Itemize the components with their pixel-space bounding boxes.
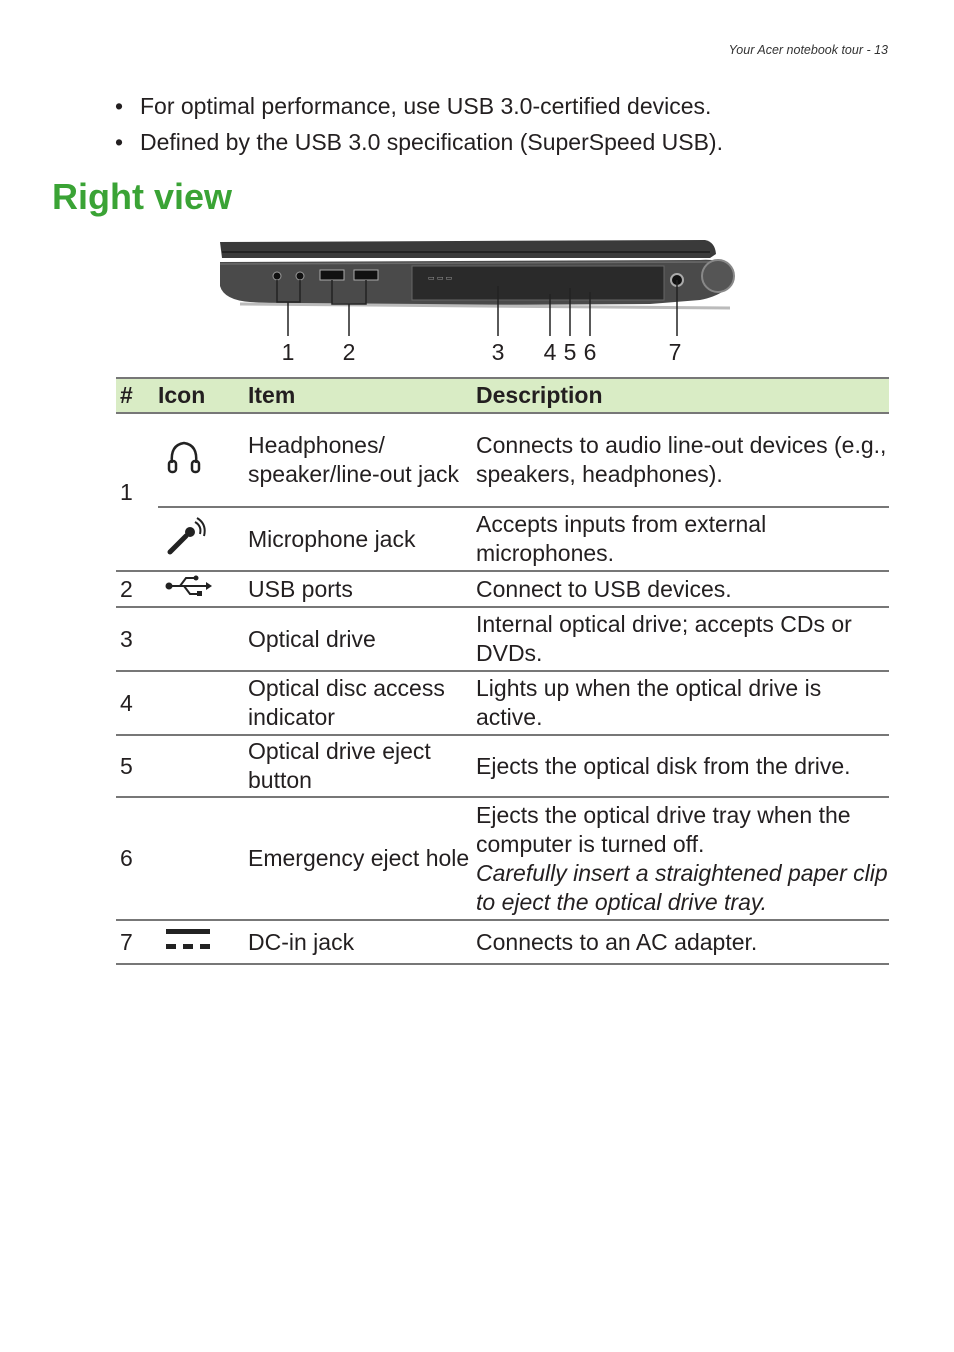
callout-3: 3 [491, 339, 505, 365]
item-name: Emergency eject hole [248, 797, 476, 920]
microphone-icon [158, 507, 248, 571]
item-description [476, 797, 889, 920]
laptop-right-view-figure [210, 236, 740, 372]
laptop-illustration [210, 236, 740, 336]
table-row [116, 507, 889, 571]
item-name: Optical disc access indicator [248, 671, 476, 735]
bullet-text: Defined by the USB 3.0 specification (SuperSpeed USB). [140, 129, 723, 155]
item-name: Optical drive eject button [248, 735, 476, 797]
callout-6: 6 [583, 339, 597, 365]
row-number: 4 [116, 671, 158, 735]
row-number: 3 [116, 607, 158, 671]
callout-5: 5 [563, 339, 577, 365]
item-name: Microphone jack [248, 507, 476, 571]
usb-icon [158, 571, 248, 607]
description-text: Ejects the optical drive tray when the computer is turned off. [476, 801, 851, 857]
section-title: Right view [52, 176, 233, 217]
callout-7: 7 [668, 339, 682, 365]
item-description: Internal optical drive; accepts CDs or DVDs. [476, 607, 889, 671]
row-number: 7 [116, 920, 158, 964]
column-header-number: # [116, 378, 158, 413]
item-description: Connects to an AC adapter. [476, 920, 889, 964]
table-header-row [116, 378, 889, 413]
table-row [116, 671, 889, 735]
headphones-icon [158, 413, 248, 507]
table-row [116, 607, 889, 671]
callout-4: 4 [543, 339, 557, 365]
running-header: Your Acer notebook tour - 13 [728, 43, 888, 57]
row-number: 1 [116, 413, 158, 571]
column-header-description: Description [476, 378, 889, 413]
item-description: Connects to audio line-out devices (e.g., speakers, headphones). [476, 413, 889, 507]
row-number: 6 [116, 797, 158, 920]
note-list [115, 88, 723, 160]
callout-2: 2 [342, 339, 356, 365]
dc-power-icon [158, 920, 248, 964]
item-name: Headphones/ speaker/line-out jack [248, 413, 476, 507]
table-row [116, 797, 889, 920]
callout-1: 1 [281, 339, 295, 365]
table-row [116, 571, 889, 607]
column-header-icon: Icon [158, 378, 248, 413]
table-row [116, 920, 889, 964]
item-description: Connect to USB devices. [476, 571, 889, 607]
item-description: Lights up when the optical drive is active. [476, 671, 889, 735]
item-name: USB ports [248, 571, 476, 607]
caution-note: Carefully insert a straightened paper clip to eject the optical drive tray. [476, 859, 888, 915]
item-name: DC-in jack [248, 920, 476, 964]
bullet-text: For optimal performance, use USB 3.0-certified devices. [140, 93, 712, 119]
item-name: Optical drive [248, 607, 476, 671]
list-item: • For optimal performance, use USB 3.0-certified devices. [115, 93, 712, 119]
ports-table [116, 377, 889, 965]
column-header-item: Item [248, 378, 476, 413]
table-row [116, 413, 889, 507]
item-description: Ejects the optical disk from the drive. [476, 735, 889, 797]
list-item: • Defined by the USB 3.0 specification (SuperSpeed USB). [115, 129, 723, 155]
row-number: 5 [116, 735, 158, 797]
table-row [116, 735, 889, 797]
svg-text:▭ ▭ ▭: ▭ ▭ ▭ [428, 274, 453, 282]
row-number: 2 [116, 571, 158, 607]
item-description: Accepts inputs from external microphones. [476, 507, 889, 571]
